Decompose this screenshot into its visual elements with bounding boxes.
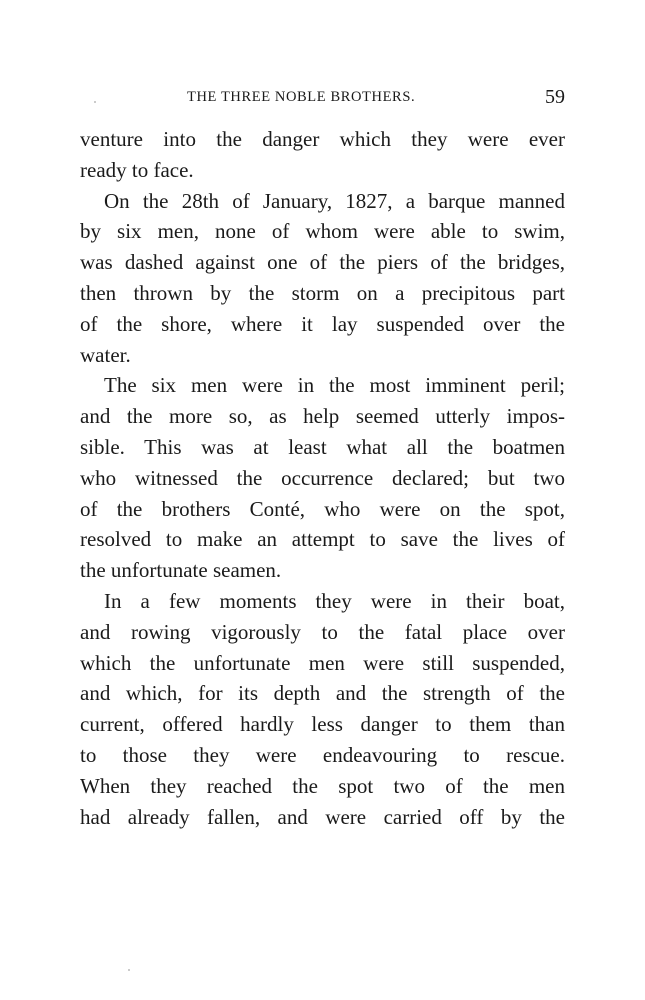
text-line: water. bbox=[80, 342, 131, 367]
text-line: the unfortunate seamen. bbox=[80, 558, 282, 583]
text-line: by six men, none of whom were able to swim, bbox=[80, 219, 565, 244]
text-line: was dashed against one of the piers of the bridges, bbox=[80, 250, 565, 275]
text-line: On the 28th of January, 1827, a barque manned bbox=[104, 188, 565, 213]
text-line: and which, for its depth and the strength of the bbox=[80, 681, 565, 706]
text-line: of the shore, where it lay suspended over the bbox=[80, 311, 565, 336]
running-head bbox=[80, 86, 565, 110]
text-line: which the unfortunate men were still suspended, bbox=[80, 650, 565, 675]
text-line: and the more so, as help seemed utterly impos- bbox=[80, 404, 565, 429]
page-number: 59 bbox=[545, 86, 565, 108]
text-line: and rowing vigorously to the fatal place over bbox=[80, 619, 565, 644]
text-line: The six men were in the most imminent peril; bbox=[104, 373, 565, 398]
text-line: When they reached the spot two of the men bbox=[80, 773, 565, 798]
paper-speck bbox=[128, 969, 130, 971]
text-line: current, offered hardly less danger to them than bbox=[80, 712, 565, 737]
text-line: who witnessed the occurrence declared; but two bbox=[80, 465, 565, 490]
text-line: of the brothers Conté, who were on the spot, bbox=[80, 496, 565, 521]
running-title: THE THREE NOBLE BROTHERS. bbox=[187, 89, 416, 105]
text-line: to those they were endeavouring to rescue. bbox=[80, 742, 565, 767]
text-line: had already fallen, and were carried off by the bbox=[80, 804, 565, 829]
text-line: In a few moments they were in their boat, bbox=[104, 588, 565, 613]
text-line: venture into the danger which they were ever bbox=[80, 127, 565, 151]
text-line: sible. This was at least what all the boatmen bbox=[80, 434, 565, 459]
text-line: resolved to make an attempt to save the lives of bbox=[80, 527, 565, 552]
body-text bbox=[80, 124, 565, 832]
text-line: ready to face. bbox=[80, 157, 194, 182]
text-line: then thrown by the storm on a precipitous part bbox=[80, 280, 565, 305]
paper-speck bbox=[94, 101, 96, 103]
